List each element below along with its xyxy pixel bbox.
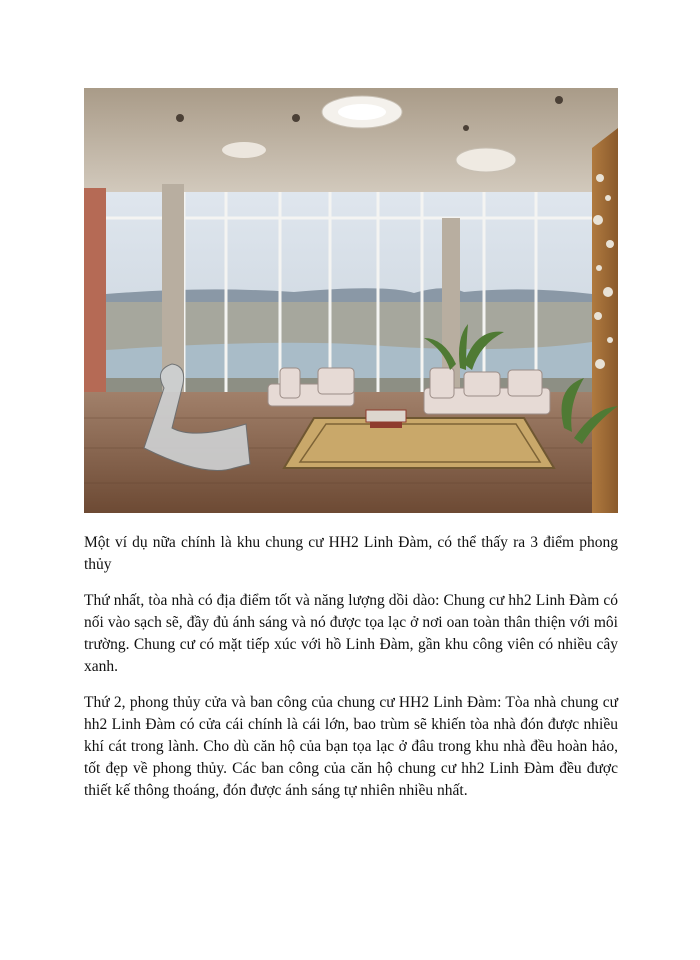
paragraph-intro: Một ví dụ nữa chính là khu chung cư HH2 Linh Đàm, có thể thấy ra 3 điểm phong thủy: [84, 534, 618, 573]
interior-photo: [84, 88, 618, 513]
paragraph-first-point: Thứ nhất, tòa nhà có địa điểm tốt và năng lượng dồi dào: Chung cư hh2 Linh Đàm có nối vào sạch sẽ, đầy đủ ánh sáng và nó được tọa lạc ở nơi oan toàn thân thiện với môi trường. Chung cư có mặt tiếp xúc với hồ Linh Đàm, gần khu công viên có nhiều cây xanh.: [84, 592, 618, 675]
interior-illustration: [84, 88, 618, 513]
paragraph-second-point: Thứ 2, phong thủy cửa và ban công của chung cư HH2 Linh Đàm: Tòa nhà chung cư hh2 Linh Đàm có cửa cái chính là cái lớn, bao trùm sẽ khiến tòa nhà đón được nhiều khí cát trong lành. Cho dù căn hộ của bạn tọa lạc ở đâu trong khu nhà đều hoàn hảo, tốt đẹp về phong thủy. Các ban công của căn hộ chung cư hh2 Linh Đàm đều được thiết kế thông thoáng, đón được ánh sáng tự nhiên nhiều nhất.: [84, 694, 618, 799]
